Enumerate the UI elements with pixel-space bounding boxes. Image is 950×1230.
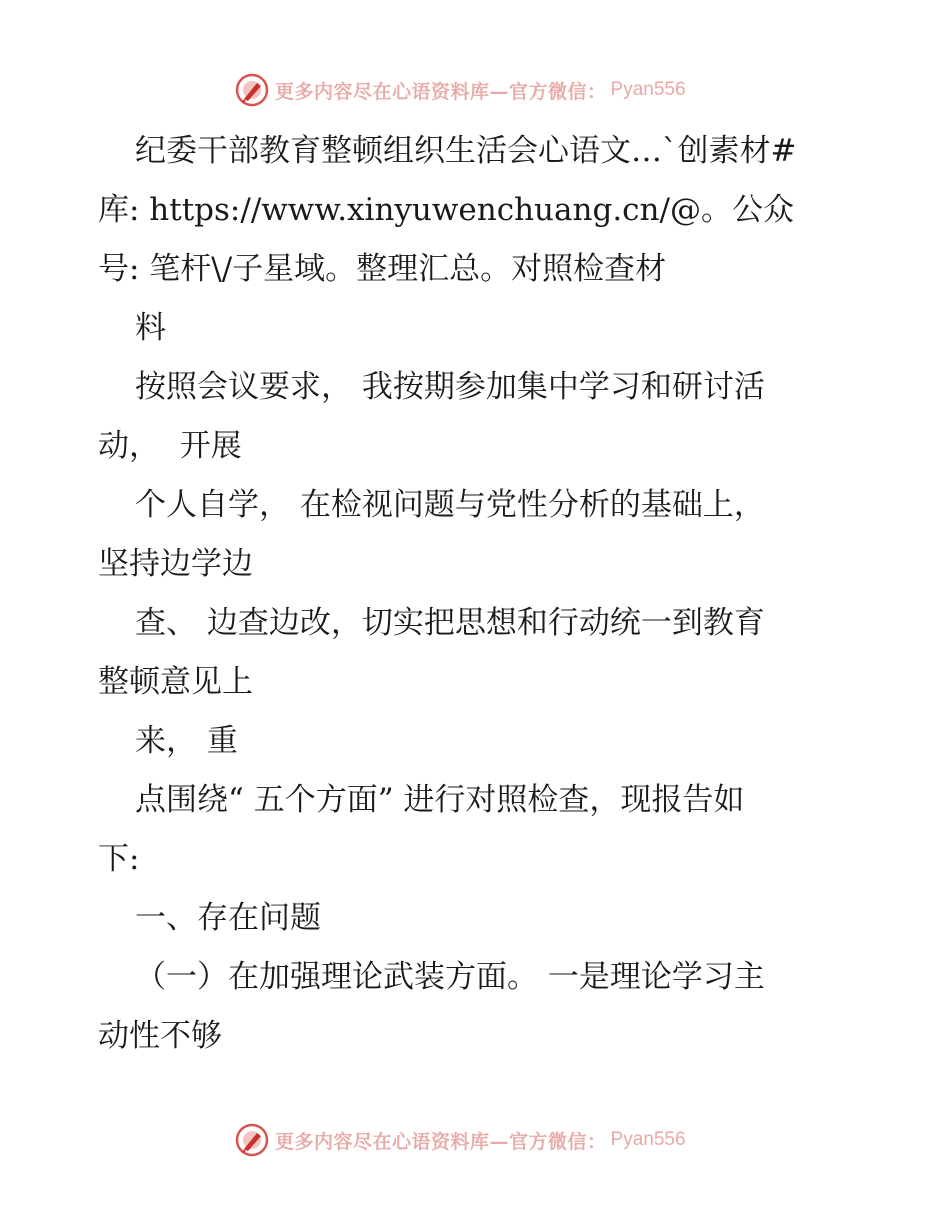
watermark-text: 更多内容尽在心语资料库—官方微信： xyxy=(275,1130,607,1153)
text-line: 来， 重 xyxy=(135,723,238,759)
watermark-handle: Pyan556 xyxy=(610,1129,686,1150)
text-line: 按照会议要求， 我按期参加集中学习和研讨活 xyxy=(135,369,765,405)
pen-logo-icon xyxy=(235,1123,269,1157)
text-line: 动性不够 xyxy=(98,1018,222,1054)
text-line: 个人自学， 在检视问题与党性分析的基础上， xyxy=(135,487,765,523)
text-line: 料 xyxy=(135,310,166,346)
text-line: （一）在加强理论武装方面。 一是理论学习主 xyxy=(135,959,765,995)
text-line: 库: https://www.xinyuwenchuang.cn/@。公众 xyxy=(98,192,794,228)
text-line: 坚持边学边 xyxy=(98,546,253,582)
text-line: 动， 开展 xyxy=(98,428,242,464)
text-line: 点围绕“ 五个方面” 进行对照检查，现报告如 xyxy=(135,782,745,818)
watermark-footer xyxy=(235,1120,686,1160)
pen-logo-icon xyxy=(235,73,269,107)
watermark-handle: Pyan556 xyxy=(610,79,686,100)
watermark-text: 更多内容尽在心语资料库—官方微信： xyxy=(275,80,607,103)
watermark-header xyxy=(235,70,686,110)
text-line: 纪委干部教育整顿组织生活会心语文…`创素材# xyxy=(135,133,797,169)
document-body xyxy=(98,122,868,1066)
text-line: 号: 笔杆\/子星域。整理汇总。对照检查材 xyxy=(98,251,667,287)
text-line: 整顿意见上 xyxy=(98,664,253,700)
text-line: 查、 边查边改，切实把思想和行动统一到教育 xyxy=(135,605,765,641)
text-line: 下: xyxy=(98,841,140,877)
section-heading: 一、存在问题 xyxy=(135,900,321,936)
